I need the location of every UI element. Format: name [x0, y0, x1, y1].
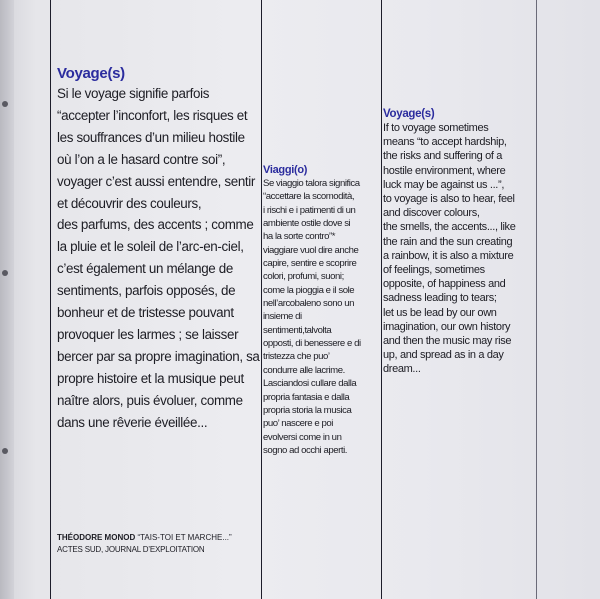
italian-text: Se viaggio talora significa “accettare la scomodità, i rischi e i patimenti di un ambiente ostile dove si ha la sorte contro”* viaggiare vuol dire anche capire, sentire e scoprire colori, profumi, suoni; come la pioggia e il sole nell’arcobaleno sono un insieme di sentimenti,talvolta opposti, di benessere e di tristezza che puo’ condurre alle lacrime. Lasciandosi cullare dalla propria fantasia e dalla propria storia la musica puo’ nascere e poi evolversi come in un sogno ad occhi aperti.: [263, 178, 361, 456]
french-column: [57, 64, 267, 434]
french-text: Si le voyage signifie parfois “accepter l’inconfort, les risques et les souffrances d’un milieu hostile où l’on a le hasard contre soi”, voyager c’est aussi entendre, sentir et découvrir des couleurs, des parfums, des accents ; comme la pluie et le soleil de l’arc-en-ciel, c’est également un mélange de sentiments, parfois opposés, de bonheur et de tristesse pouvant provoquer les larmes ; se laisser bercer par sa propre imagination, sa propre histoire et la musique peut naître alors, puis évoluer, comme dans une rêverie éveillée...: [57, 86, 260, 430]
italian-column: [263, 163, 385, 457]
staple-hole: [2, 101, 8, 107]
quote-credit: [57, 532, 232, 556]
english-text: If to voyage sometimes means “to accept hardship, the risks and suffering of a hostile environment, where luck may be against us ...”, to voyage is also to hear, feel and discover colours, the smells, the accents..., like the rain and the sun creating a rainbow, it is also a mixture of feelings, sometimes opposite, of happiness and sadness leading to tears; let us be lead by our own imagination, our own history and then the music may rise up, and spread as in a day dream...: [383, 122, 516, 376]
credit-author: THÉODORE MONOD: [57, 533, 136, 542]
staple-hole: [2, 270, 8, 276]
english-title: Voyage(s): [383, 108, 435, 120]
credit-publisher: ACTES SUD, JOURNAL D’EXPLOITATION: [57, 545, 205, 554]
staple-hole: [2, 448, 8, 454]
credit-work: “TAIS-TOI ET MARCHE...”: [135, 533, 232, 542]
french-title: Voyage(s): [57, 65, 125, 82]
italian-title: Viaggi(o): [263, 164, 308, 176]
english-column: [383, 107, 543, 377]
binding-edge: [0, 0, 14, 599]
column-rule: [50, 0, 51, 599]
